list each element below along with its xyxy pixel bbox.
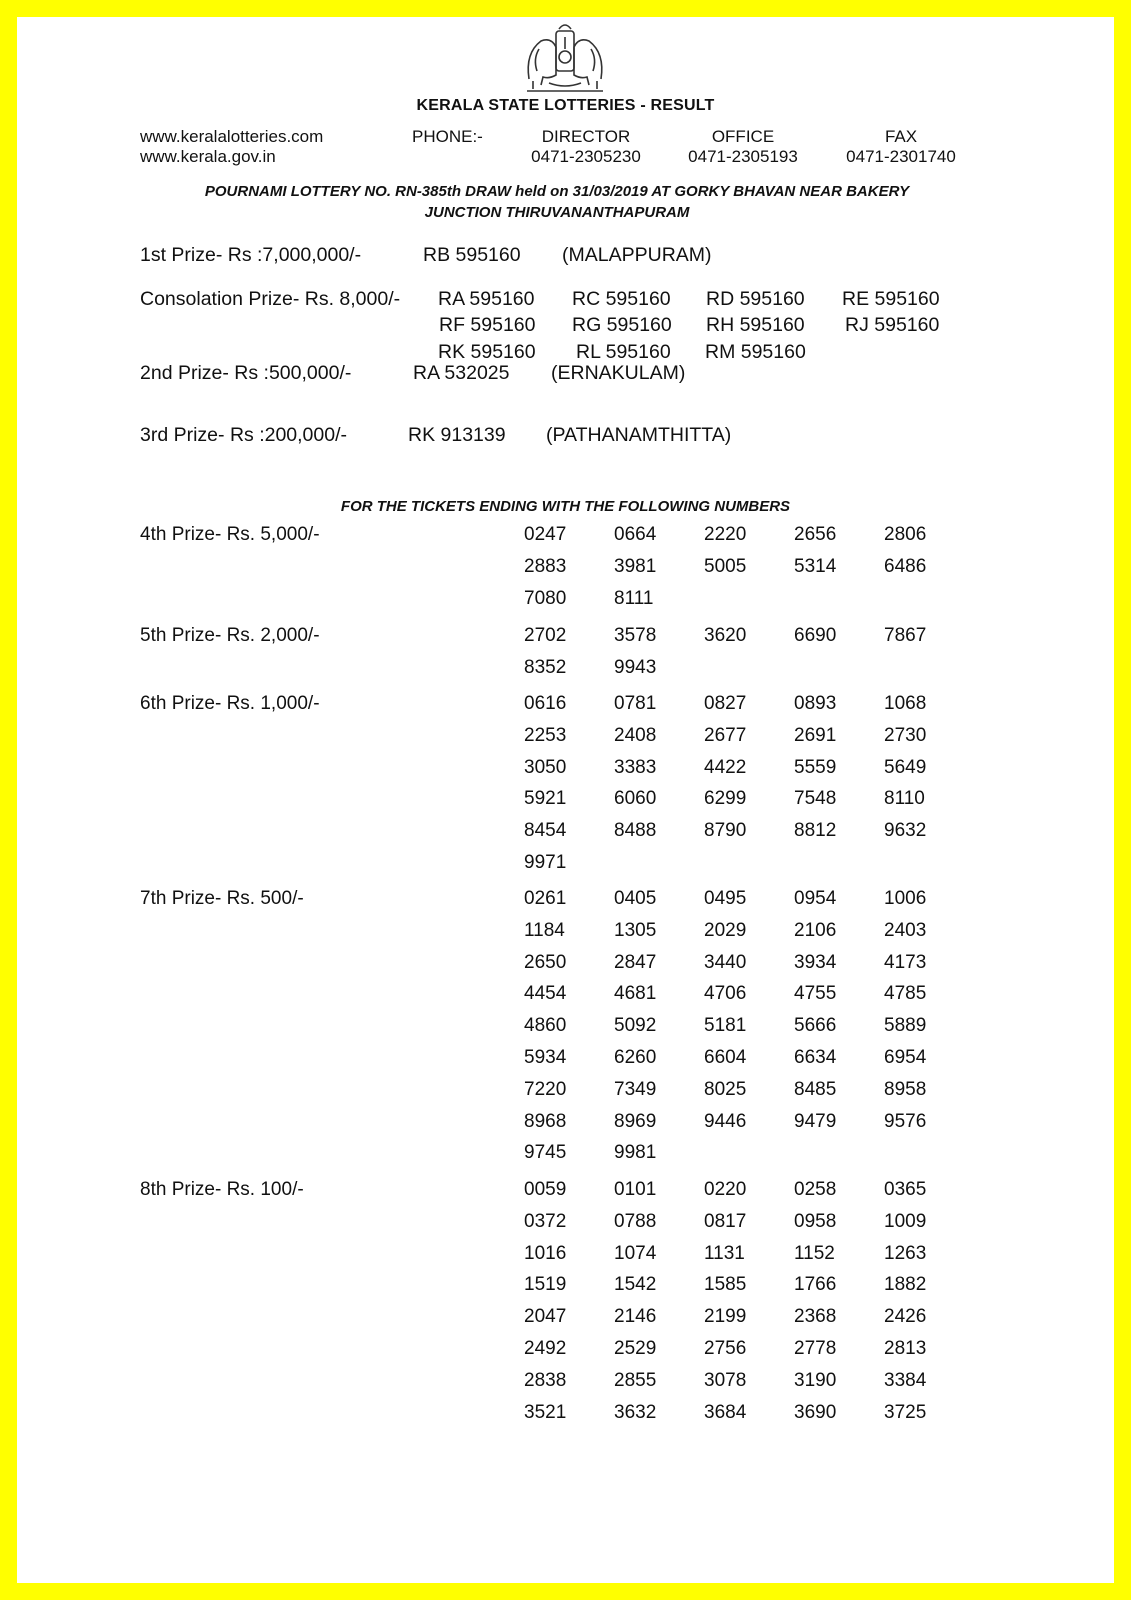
fax-phone: 0471-2301740	[846, 147, 956, 166]
winning-number: 9632	[884, 820, 927, 842]
winning-number: 2847	[614, 951, 657, 973]
winning-number: 2047	[524, 1306, 567, 1328]
winning-number: 2408	[614, 724, 657, 746]
winning-number: 6060	[614, 788, 657, 810]
winning-number: 1184	[524, 919, 565, 941]
consolation-ticket: RK 595160	[438, 341, 536, 363]
winning-number: 7220	[524, 1078, 567, 1100]
winning-number: 2691	[794, 724, 837, 746]
winning-number: 1882	[884, 1274, 927, 1296]
second-prize-ticket: RA 532025	[413, 362, 510, 384]
website-link[interactable]: www.kerala.gov.in	[140, 147, 276, 166]
director-phone: 0471-2305230	[531, 147, 641, 166]
winning-number: 3620	[704, 625, 747, 646]
winning-number: 2650	[524, 951, 567, 973]
office-contact	[681, 127, 805, 167]
winning-number: 5649	[884, 756, 927, 778]
winning-number: 0258	[794, 1179, 837, 1200]
consolation-ticket: RE 595160	[842, 288, 940, 310]
winning-number: 4681	[614, 983, 657, 1005]
winning-number: 8111	[614, 587, 654, 609]
winning-number: 1305	[614, 919, 657, 941]
third-prize-label: 3rd Prize- Rs :200,000/-	[140, 424, 348, 446]
winning-number: 9446	[704, 1110, 747, 1132]
winning-number: 2029	[704, 919, 747, 941]
winning-number: 4860	[524, 1015, 567, 1037]
winning-number: 0827	[704, 693, 747, 714]
fax-label: FAX	[884, 127, 918, 146]
winning-number: 8025	[704, 1078, 747, 1100]
winning-number: 1074	[614, 1242, 657, 1264]
winning-number: 0664	[614, 524, 657, 545]
winning-number: 2730	[884, 724, 927, 746]
winning-number: 3078	[704, 1369, 747, 1391]
winning-number: 1519	[524, 1274, 567, 1296]
winning-number: 8352	[524, 656, 567, 678]
winning-number: 3981	[614, 555, 657, 577]
winning-number: 5666	[794, 1015, 837, 1037]
prize-label: 4th Prize- Rs. 5,000/-	[140, 524, 320, 545]
winning-number: 3632	[614, 1401, 657, 1423]
document-title: KERALA STATE LOTTERIES - RESULT	[416, 97, 715, 114]
winning-number: 8969	[614, 1110, 657, 1132]
second-prize-label: 2nd Prize- Rs :500,000/-	[140, 362, 352, 384]
winning-number: 4422	[704, 756, 747, 778]
winning-number: 0372	[524, 1210, 567, 1232]
consolation-ticket: RJ 595160	[845, 314, 940, 336]
winning-number: 7080	[524, 587, 567, 609]
winning-number: 5092	[614, 1015, 657, 1037]
winning-number: 2426	[884, 1306, 927, 1328]
website-link[interactable]: www.keralalotteries.com	[140, 127, 324, 146]
winning-number: 0405	[614, 888, 657, 909]
winning-number: 1152	[794, 1242, 835, 1264]
first-prize-label: 1st Prize- Rs :7,000,000/-	[140, 244, 362, 266]
consolation-prize-label: Consolation Prize- Rs. 8,000/-	[140, 288, 401, 310]
third-prize-ticket: RK 913139	[408, 424, 506, 446]
winning-number: 2368	[794, 1306, 837, 1328]
winning-number: 3578	[614, 625, 657, 646]
winning-number: 7548	[794, 788, 837, 810]
consolation-ticket: RH 595160	[706, 314, 805, 336]
winning-number: 6260	[614, 1047, 657, 1068]
consolation-ticket: RL 595160	[576, 341, 671, 363]
winning-number: 0261	[524, 888, 567, 909]
winning-number: 0788	[614, 1210, 657, 1232]
consolation-ticket: RA 595160	[438, 288, 535, 310]
winning-number: 5314	[794, 555, 837, 577]
winning-number: 0958	[794, 1210, 837, 1232]
winning-number: 0616	[524, 693, 567, 714]
websites	[140, 127, 323, 167]
prize-label: 8th Prize- Rs. 100/-	[140, 1179, 304, 1200]
winning-number: 2529	[614, 1338, 657, 1359]
winning-number: 3383	[614, 756, 657, 778]
winning-number: 0817	[704, 1210, 747, 1232]
winning-number: 0954	[794, 888, 837, 909]
winning-number: 9479	[794, 1110, 837, 1132]
draw-line: POURNAMI LOTTERY NO. RN-385th DRAW held on 31/03/2019 AT GORKY BHAVAN NEAR BAKERY	[204, 183, 910, 200]
winning-number: 2756	[704, 1338, 747, 1359]
winning-number: 6299	[704, 788, 747, 810]
winning-number: 5934	[524, 1047, 567, 1068]
office-label: OFFICE	[711, 127, 775, 146]
winning-number: 2146	[614, 1306, 657, 1328]
winning-number: 5005	[704, 555, 747, 577]
winning-number: 1766	[794, 1274, 837, 1296]
winning-number: 2702	[524, 625, 567, 646]
winning-number: 9576	[884, 1110, 927, 1132]
kerala-state-emblem-icon	[519, 19, 611, 97]
fax-contact	[839, 127, 963, 167]
winning-number: 2106	[794, 919, 837, 941]
winning-number: 2677	[704, 724, 747, 746]
consolation-ticket: RM 595160	[705, 341, 806, 363]
consolation-ticket: RF 595160	[439, 314, 536, 336]
winning-number: 1016	[524, 1242, 567, 1264]
winning-number: 3190	[794, 1369, 837, 1391]
winning-number: 4755	[794, 983, 837, 1005]
winning-number: 8968	[524, 1110, 567, 1132]
winning-number: 1009	[884, 1210, 927, 1232]
winning-number: 2855	[614, 1369, 657, 1391]
winning-number: 9981	[614, 1142, 657, 1164]
winning-number: 8812	[794, 820, 837, 842]
winning-number: 2220	[704, 524, 747, 545]
winning-number: 4454	[524, 983, 567, 1005]
winning-number: 1542	[614, 1274, 657, 1296]
draw-line: JUNCTION THIRUVANANTHAPURAM	[424, 204, 690, 221]
phone-label: PHONE:-	[412, 127, 483, 146]
winning-number: 2813	[884, 1338, 927, 1359]
winning-number: 0781	[614, 693, 657, 714]
winning-number: 9745	[524, 1142, 567, 1164]
winning-number: 7867	[884, 625, 927, 646]
consolation-ticket: RC 595160	[572, 288, 671, 310]
first-prize-ticket: RB 595160	[423, 244, 521, 266]
office-phone: 0471-2305193	[688, 147, 798, 166]
third-prize-place: (PATHANAMTHITTA)	[546, 424, 732, 446]
winning-number: 2656	[794, 524, 837, 545]
first-prize-place: (MALAPPURAM)	[562, 244, 712, 266]
winning-number: 7349	[614, 1078, 657, 1100]
winning-number: 2492	[524, 1338, 567, 1359]
director-label: DIRECTOR	[541, 127, 631, 146]
winning-number: 0893	[794, 693, 837, 714]
director-contact	[522, 127, 650, 167]
winning-number: 8485	[794, 1078, 837, 1100]
winning-number: 3690	[794, 1401, 837, 1423]
winning-number: 2883	[524, 555, 567, 577]
winning-number: 3050	[524, 756, 567, 778]
winning-number: 2403	[884, 919, 927, 941]
winning-number: 5921	[524, 788, 567, 810]
winning-number: 6634	[794, 1047, 837, 1068]
winning-number: 0220	[704, 1179, 747, 1200]
endings-note: FOR THE TICKETS ENDING WITH THE FOLLOWING NUMBERS	[340, 498, 791, 515]
winning-number: 4706	[704, 983, 747, 1005]
winning-number: 6690	[794, 625, 837, 646]
winning-number: 0059	[524, 1179, 567, 1200]
winning-number: 6954	[884, 1047, 927, 1068]
winning-number: 8488	[614, 820, 657, 842]
prize-label: 5th Prize- Rs. 2,000/-	[140, 625, 320, 646]
winning-number: 1068	[884, 693, 927, 714]
winning-number: 0101	[614, 1179, 657, 1200]
prize-label: 6th Prize- Rs. 1,000/-	[140, 693, 320, 714]
winning-number: 5559	[794, 756, 837, 778]
winning-number: 3521	[524, 1401, 567, 1423]
winning-number: 3440	[704, 951, 747, 973]
winning-number: 1006	[884, 888, 927, 909]
prize-label: 7th Prize- Rs. 500/-	[140, 888, 304, 909]
second-prize-place: (ERNAKULAM)	[551, 362, 686, 384]
winning-number: 0247	[524, 524, 567, 545]
winning-number: 6604	[704, 1047, 747, 1068]
winning-number: 0365	[884, 1179, 927, 1200]
winning-number: 2199	[704, 1306, 747, 1328]
winning-number: 2806	[884, 524, 927, 545]
winning-number: 1585	[704, 1274, 747, 1296]
winning-number: 3934	[794, 951, 837, 973]
winning-number: 2778	[794, 1338, 837, 1359]
winning-number: 0495	[704, 888, 747, 909]
draw-details	[117, 181, 997, 223]
winning-number: 8958	[884, 1078, 927, 1100]
winning-number: 6486	[884, 555, 927, 577]
winning-number: 8454	[524, 820, 567, 842]
winning-number: 4785	[884, 983, 927, 1005]
winning-number: 5181	[704, 1015, 747, 1037]
winning-number: 8790	[704, 820, 747, 842]
winning-number: 3725	[884, 1401, 927, 1423]
winning-number: 9971	[524, 852, 567, 873]
winning-number: 8110	[884, 788, 925, 810]
consolation-ticket: RG 595160	[572, 314, 672, 336]
consolation-ticket: RD 595160	[706, 288, 805, 310]
winning-number: 3384	[884, 1369, 927, 1391]
winning-number: 9943	[614, 656, 657, 678]
winning-number: 5889	[884, 1015, 927, 1037]
winning-number: 2838	[524, 1369, 567, 1391]
winning-number: 1131	[704, 1242, 745, 1264]
winning-number: 1263	[884, 1242, 927, 1264]
winning-number: 2253	[524, 724, 567, 746]
winning-number: 3684	[704, 1401, 747, 1423]
result-sheet	[17, 17, 1114, 1583]
winning-number: 4173	[884, 951, 927, 973]
